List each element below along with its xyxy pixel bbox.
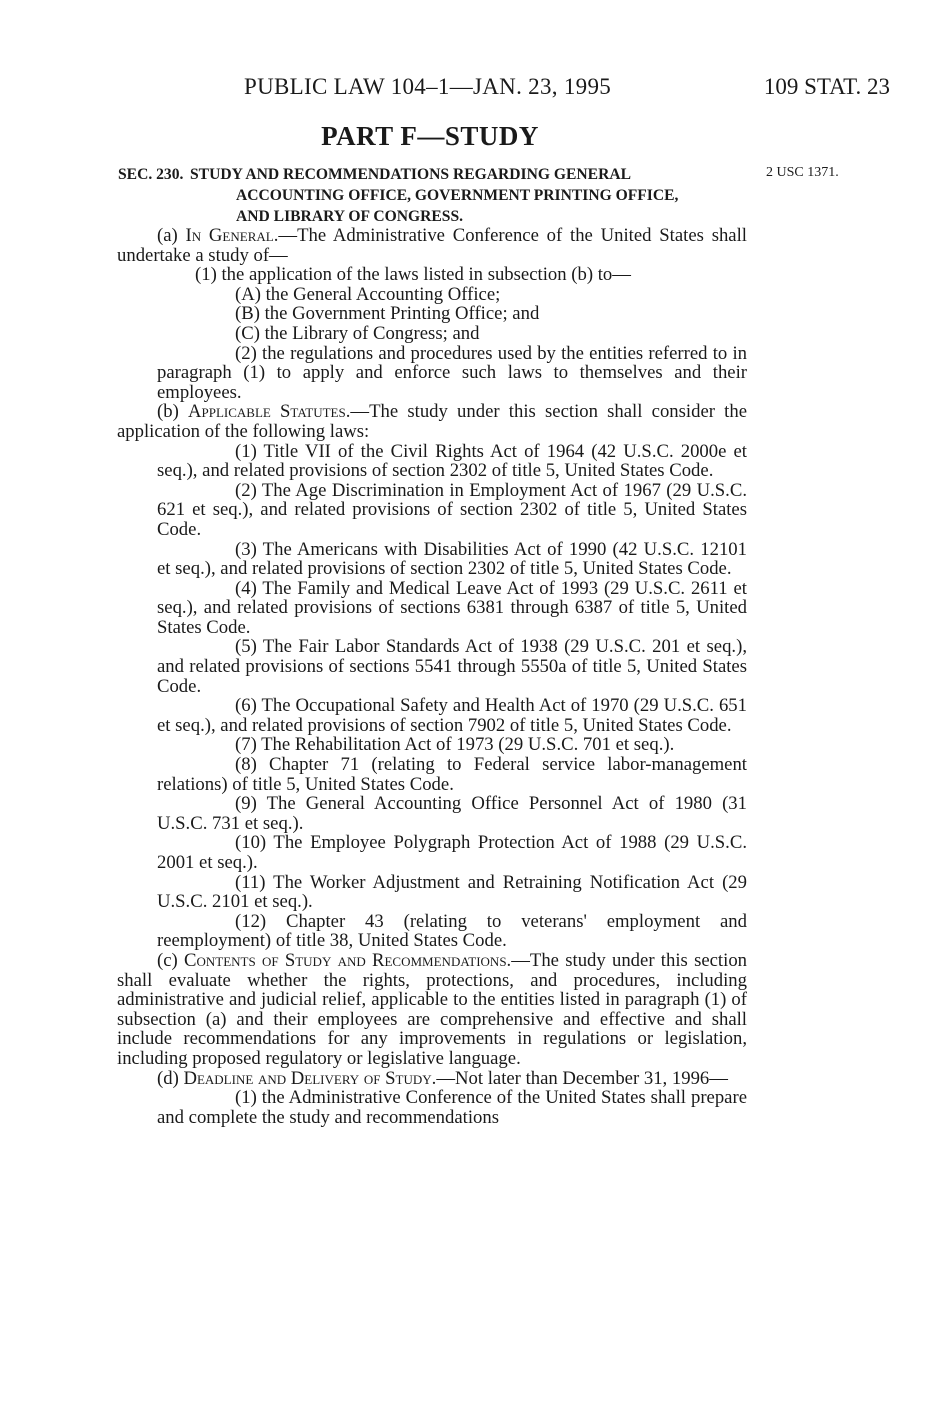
header-title: PUBLIC LAW 104–1—JAN. 23, 1995 xyxy=(244,74,612,99)
subparagraph-aA: (A) the General Accounting Office; xyxy=(235,283,501,305)
subsection-b-heading: Applicable Statutes. xyxy=(188,401,351,423)
paragraph-a1: (1) the application of the laws listed in subsection (b) to— xyxy=(195,264,631,286)
subsection-d-heading: Deadline and Delivery of Study. xyxy=(183,1067,437,1089)
subsection-c: (c) Contents of Study and Recommendations.—The study under this section shall evaluate whether the rights, protections, and procedures, including administrative and judicial relief, applicable to the entities listed in paragraph (1) of subsection (a) and their employees are comprehensive and effective and shall include recommendations for any improvements in regulations or legislation, including proposed regulatory or legislative language. xyxy=(117,949,748,1069)
statute-page-number: 109 STAT. 23 xyxy=(763,74,890,99)
section-heading-line-3: AND LIBRARY OF CONGRESS. xyxy=(236,208,464,225)
part-title: PART F—STUDY xyxy=(321,121,539,151)
paragraph-b3: (3) The Americans with Disabilities Act of 1990 (42 U.S.C. 12101 et seq.), and related provisions of section 2302 of title 5, United States Code. xyxy=(157,538,747,580)
paragraph-b12: (12) Chapter 43 (relating to veterans' employment and reemployment) of title 38, United States Code. xyxy=(157,910,747,952)
section-heading xyxy=(118,164,758,227)
paragraph-b4: (4) The Family and Medical Leave Act of 1993 (29 U.S.C. 2611 et seq.), and related provisions of sections 6381 through 6387 of title 5, United States Code. xyxy=(157,577,747,638)
subparagraph-aB: (B) the Government Printing Office; and xyxy=(235,303,540,325)
paragraph-a2: (2) the regulations and procedures used by the entities referred to in paragraph (1) to apply and enforce such laws to themselves and their employees. xyxy=(157,342,747,403)
paragraph-b2: (2) The Age Discrimination in Employment Act of 1967 (29 U.S.C. 621 et seq.), and related provisions of section 2302 of title 5, United States Code. xyxy=(157,479,747,540)
paragraph-b6: (6) The Occupational Safety and Health Act of 1970 (29 U.S.C. 651 et seq.), and related provisions of section 7902 of title 5, United States Code. xyxy=(157,695,747,736)
section-body xyxy=(117,226,747,1127)
paragraph-b9: (9) The General Accounting Office Personnel Act of 1980 (31 U.S.C. 731 et seq.). xyxy=(157,793,747,834)
subsection-c-heading: Contents of Study and Recommendations. xyxy=(184,949,512,971)
section-heading-line-1: STUDY AND RECOMMENDATIONS REGARDING GENERAL xyxy=(190,166,631,183)
paragraph-b7: (7) The Rehabilitation Act of 1973 (29 U.S.C. 701 et seq.). xyxy=(235,734,675,756)
section-heading-line-2: ACCOUNTING OFFICE, GOVERNMENT PRINTING OFFICE, xyxy=(236,187,679,204)
subsection-d: (d) Deadline and Delivery of Study.—Not later than December 31, 1996— xyxy=(157,1067,728,1089)
paragraph-b10: (10) The Employee Polygraph Protection Act of 1988 (29 U.S.C. 2001 et seq.). xyxy=(157,832,747,873)
paragraph-b1: (1) Title VII of the Civil Rights Act of 1964 (42 U.S.C. 2000e et seq.), and related provisions of section 2302 of title 5, United States Code. xyxy=(157,440,747,482)
section-number: SEC. 230. xyxy=(118,166,184,183)
paragraph-b8: (8) Chapter 71 (relating to Federal service labor-management relations) of title 5, United States Code. xyxy=(157,754,747,795)
subsection-a-heading: In General. xyxy=(185,225,279,246)
subparagraph-aC: (C) the Library of Congress; and xyxy=(235,322,480,344)
margin-citation: 2 USC 1371. xyxy=(766,165,839,180)
paragraph-b5: (5) The Fair Labor Standards Act of 1938 (29 U.S.C. 201 et seq.), and related provisions of sections 5541 through 5550a of title 5, United States Code. xyxy=(157,636,747,697)
subsection-a: (a) In General.—The Administrative Conference of the United States shall undertake a study of— xyxy=(117,225,747,266)
paragraph-d1: (1) the Administrative Conference of the United States shall prepare and complete the study and recommendations xyxy=(157,1087,747,1128)
subsection-b: (b) Applicable Statutes.—The study under this section shall consider the application of the following laws: xyxy=(117,401,747,442)
paragraph-b11: (11) The Worker Adjustment and Retraining Notification Act (29 U.S.C. 2101 et seq.). xyxy=(157,871,747,913)
